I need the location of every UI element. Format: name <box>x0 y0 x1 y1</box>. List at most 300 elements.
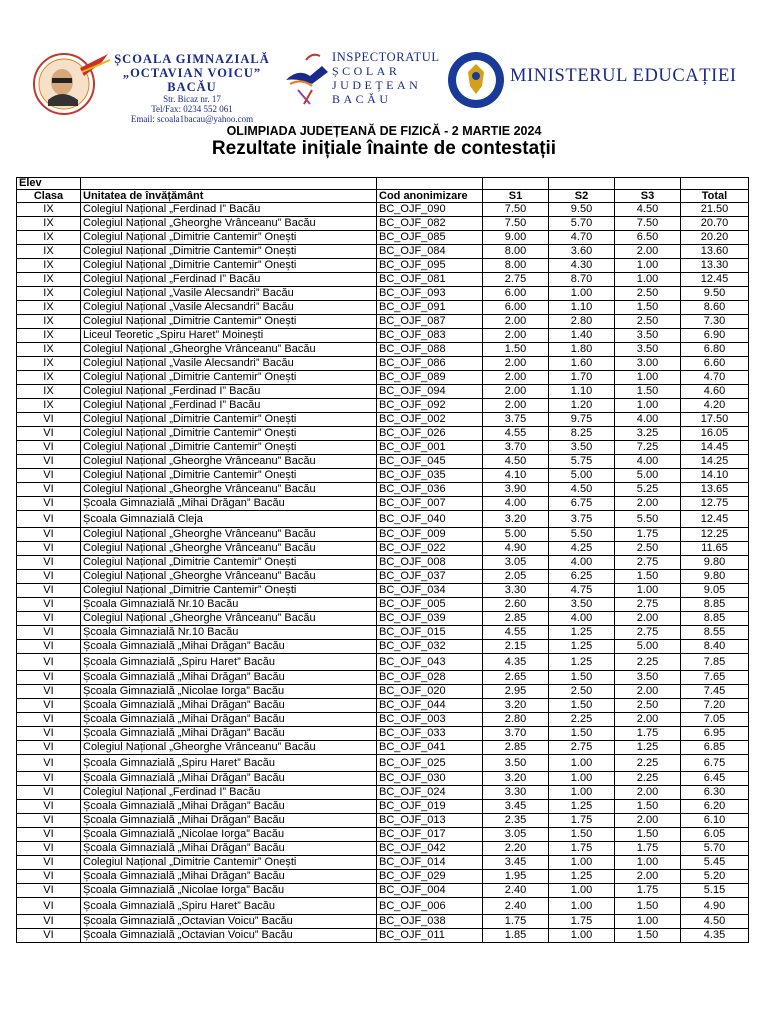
cell-cod: BC_OJF_033 <box>377 727 483 741</box>
cell-cod: BC_OJF_091 <box>377 301 483 315</box>
cell-clasa: VI <box>17 685 81 699</box>
cell-s1: 3.20 <box>483 772 549 786</box>
cell-s2: 1.80 <box>549 343 615 357</box>
cell-s3: 2.00 <box>615 497 681 511</box>
cell-s3: 2.50 <box>615 542 681 556</box>
cell-clasa: VI <box>17 556 81 570</box>
cell-cod: BC_OJF_087 <box>377 315 483 329</box>
col-s2: S2 <box>549 190 615 203</box>
cell-s1: 3.50 <box>483 755 549 772</box>
table-row <box>17 598 749 612</box>
cell-clasa: IX <box>17 287 81 301</box>
cell-unitate: Colegiul Național „Gheorghe Vrânceanu” Bacău <box>81 570 377 584</box>
cell-s1: 2.05 <box>483 570 549 584</box>
cell-s2: 1.10 <box>549 385 615 399</box>
table-row <box>17 259 749 273</box>
cell-s3: 2.00 <box>615 612 681 626</box>
cell-s2: 1.25 <box>549 870 615 884</box>
cell-s3: 1.50 <box>615 828 681 842</box>
cell-clasa: IX <box>17 273 81 287</box>
cell-unitate: Colegiul Național „Dimitrie Cantemir” Onești <box>81 441 377 455</box>
cell-clasa: VI <box>17 898 81 915</box>
cell-unitate: Colegiul Național „Gheorghe Vrânceanu” Bacău <box>81 217 377 231</box>
cell-s1: 1.75 <box>483 915 549 929</box>
cell-clasa: VI <box>17 884 81 898</box>
cell-total: 16.05 <box>681 427 749 441</box>
cell-s2: 1.75 <box>549 814 615 828</box>
cell-s3: 3.50 <box>615 329 681 343</box>
cell-cod: BC_OJF_041 <box>377 741 483 755</box>
cell-clasa: VI <box>17 870 81 884</box>
cell-cod: BC_OJF_007 <box>377 497 483 511</box>
cell-s2: 3.75 <box>549 511 615 528</box>
cell-unitate: Colegiul Național „Vasile Alecsandri” Bacău <box>81 357 377 371</box>
cell-cod: BC_OJF_094 <box>377 385 483 399</box>
cell-total: 9.80 <box>681 570 749 584</box>
table-row <box>17 385 749 399</box>
results-body <box>17 203 749 943</box>
cell-total: 6.30 <box>681 786 749 800</box>
cell-cod: BC_OJF_040 <box>377 511 483 528</box>
cell-unitate: Colegiul Național „Gheorghe Vrânceanu” Bacău <box>81 528 377 542</box>
cell-cod: BC_OJF_085 <box>377 231 483 245</box>
elev-group-header: Elev <box>17 178 81 190</box>
cell-s3: 2.50 <box>615 699 681 713</box>
cell-s2: 5.50 <box>549 528 615 542</box>
cell-s3: 4.00 <box>615 455 681 469</box>
table-row <box>17 772 749 786</box>
cell-total: 17.50 <box>681 413 749 427</box>
cell-s3: 1.00 <box>615 856 681 870</box>
cell-s1: 2.40 <box>483 898 549 915</box>
table-row <box>17 329 749 343</box>
cell-unitate: Colegiul Național „Gheorghe Vrânceanu” Bacău <box>81 483 377 497</box>
cell-s2: 3.50 <box>549 598 615 612</box>
cell-s1: 6.00 <box>483 287 549 301</box>
cell-total: 7.65 <box>681 671 749 685</box>
cell-unitate: Colegiul Național „Ferdinad I” Bacău <box>81 203 377 217</box>
cell-total: 20.20 <box>681 231 749 245</box>
col-total: Total <box>681 190 749 203</box>
cell-s3: 2.50 <box>615 287 681 301</box>
cell-unitate: Colegiul Național „Dimitrie Cantemir” Onești <box>81 556 377 570</box>
cell-unitate: Școala Gimnazială „Nicolae Iorga” Bacău <box>81 828 377 842</box>
inspectorate-name <box>332 50 442 106</box>
cell-clasa: VI <box>17 640 81 654</box>
cell-s1: 3.20 <box>483 699 549 713</box>
cell-s2: 1.20 <box>549 399 615 413</box>
cell-s3: 6.50 <box>615 231 681 245</box>
cell-s1: 6.00 <box>483 301 549 315</box>
cell-s2: 1.25 <box>549 654 615 671</box>
cell-cod: BC_OJF_092 <box>377 399 483 413</box>
cell-cod: BC_OJF_009 <box>377 528 483 542</box>
table-row <box>17 856 749 870</box>
school-name-line1: ȘCOALA GIMNAZIALĂ <box>114 52 270 66</box>
cell-cod: BC_OJF_013 <box>377 814 483 828</box>
cell-s1: 4.55 <box>483 427 549 441</box>
cell-s3: 1.00 <box>615 273 681 287</box>
cell-s1: 3.30 <box>483 786 549 800</box>
cell-cod: BC_OJF_032 <box>377 640 483 654</box>
table-row <box>17 469 749 483</box>
insp-line-2: ȘCOLAR <box>332 64 401 78</box>
cell-s2: 3.60 <box>549 245 615 259</box>
cell-unitate: Colegiul Național „Gheorghe Vrânceanu” Bacău <box>81 542 377 556</box>
cell-clasa: VI <box>17 413 81 427</box>
cell-total: 13.30 <box>681 259 749 273</box>
table-row <box>17 427 749 441</box>
cell-s2: 4.00 <box>549 612 615 626</box>
cell-s1: 4.90 <box>483 542 549 556</box>
cell-s1: 3.75 <box>483 413 549 427</box>
cell-unitate: Școala Gimnazială „Spiru Haret” Bacău <box>81 898 377 915</box>
cell-unitate: Școala Gimnazială „Mihai Drăgan” Bacău <box>81 800 377 814</box>
cell-s2: 1.00 <box>549 287 615 301</box>
cell-unitate: Colegiul Național „Dimitrie Cantemir” Onești <box>81 469 377 483</box>
cell-clasa: VI <box>17 455 81 469</box>
cell-cod: BC_OJF_008 <box>377 556 483 570</box>
cell-cod: BC_OJF_045 <box>377 455 483 469</box>
cell-s3: 2.00 <box>615 713 681 727</box>
cell-s2: 1.50 <box>549 671 615 685</box>
cell-unitate: Colegiul Național „Dimitrie Cantemir” Onești <box>81 315 377 329</box>
table-row <box>17 685 749 699</box>
cell-total: 12.45 <box>681 511 749 528</box>
cell-clasa: IX <box>17 217 81 231</box>
cell-cod: BC_OJF_020 <box>377 685 483 699</box>
cell-s2: 1.10 <box>549 301 615 315</box>
table-row <box>17 786 749 800</box>
cell-total: 8.85 <box>681 612 749 626</box>
table-row <box>17 301 749 315</box>
insp-line-4: BACĂU <box>332 92 392 106</box>
cell-s3: 2.00 <box>615 814 681 828</box>
cell-s3: 2.75 <box>615 556 681 570</box>
cell-s1: 2.85 <box>483 741 549 755</box>
cell-s1: 7.50 <box>483 203 549 217</box>
cell-cod: BC_OJF_015 <box>377 626 483 640</box>
table-row <box>17 755 749 772</box>
cell-s1: 2.85 <box>483 612 549 626</box>
cell-unitate: Școala Gimnazială „Mihai Drăgan” Bacău <box>81 497 377 511</box>
cell-clasa: VI <box>17 427 81 441</box>
cell-clasa: VI <box>17 772 81 786</box>
cell-unitate: Colegiul Național „Ferdinad I” Bacău <box>81 273 377 287</box>
cell-total: 6.75 <box>681 755 749 772</box>
cell-unitate: Colegiul Național „Dimitrie Cantemir” Onești <box>81 413 377 427</box>
page-header <box>0 0 768 124</box>
cell-total: 6.80 <box>681 343 749 357</box>
insp-line-3: JUDEȚEAN <box>332 78 422 92</box>
cell-s3: 1.75 <box>615 727 681 741</box>
cell-unitate: Școala Gimnazială Nr.10 Bacău <box>81 598 377 612</box>
cell-clasa: VI <box>17 542 81 556</box>
cell-clasa: VI <box>17 741 81 755</box>
school-info <box>112 52 272 124</box>
cell-s2: 1.75 <box>549 915 615 929</box>
cell-clasa: VI <box>17 755 81 772</box>
cell-total: 12.75 <box>681 497 749 511</box>
cell-s3: 2.75 <box>615 598 681 612</box>
cell-cod: BC_OJF_026 <box>377 427 483 441</box>
cell-s1: 2.60 <box>483 598 549 612</box>
cell-clasa: VI <box>17 800 81 814</box>
cell-s3: 2.25 <box>615 772 681 786</box>
cell-cod: BC_OJF_005 <box>377 598 483 612</box>
cell-clasa: VI <box>17 511 81 528</box>
table-row <box>17 273 749 287</box>
cell-s3: 1.00 <box>615 584 681 598</box>
cell-cod: BC_OJF_089 <box>377 371 483 385</box>
cell-unitate: Școala Gimnazială „Mihai Drăgan” Bacău <box>81 772 377 786</box>
cell-unitate: Colegiul Național „Ferdinad I” Bacău <box>81 385 377 399</box>
cell-unitate: Școala Gimnazială „Nicolae Iorga” Bacău <box>81 884 377 898</box>
cell-s2: 5.70 <box>549 217 615 231</box>
cell-unitate: Școala Gimnazială „Mihai Drăgan” Bacău <box>81 727 377 741</box>
header-group-row <box>17 178 749 190</box>
table-row <box>17 671 749 685</box>
cell-s2: 9.50 <box>549 203 615 217</box>
cell-s2: 1.25 <box>549 800 615 814</box>
cell-total: 5.70 <box>681 842 749 856</box>
cell-s1: 3.05 <box>483 828 549 842</box>
cell-s3: 2.00 <box>615 786 681 800</box>
table-row <box>17 399 749 413</box>
cell-unitate: Colegiul Național „Ferdinad I” Bacău <box>81 786 377 800</box>
cell-clasa: VI <box>17 441 81 455</box>
cell-s2: 2.50 <box>549 685 615 699</box>
cell-unitate: Colegiul Național „Dimitrie Cantemir” Onești <box>81 245 377 259</box>
cell-total: 5.45 <box>681 856 749 870</box>
cell-s3: 3.00 <box>615 357 681 371</box>
cell-total: 5.15 <box>681 884 749 898</box>
cell-cod: BC_OJF_037 <box>377 570 483 584</box>
cell-cod: BC_OJF_004 <box>377 884 483 898</box>
cell-unitate: Școala Gimnazială „Mihai Drăgan” Bacău <box>81 699 377 713</box>
col-unitate: Unitatea de învățământ <box>81 190 377 203</box>
cell-s3: 5.00 <box>615 469 681 483</box>
cell-total: 12.45 <box>681 273 749 287</box>
cell-s3: 1.75 <box>615 528 681 542</box>
cell-cod: BC_OJF_024 <box>377 786 483 800</box>
cell-total: 7.30 <box>681 315 749 329</box>
cell-clasa: VI <box>17 598 81 612</box>
table-row <box>17 898 749 915</box>
cell-s1: 4.55 <box>483 626 549 640</box>
cell-s1: 3.45 <box>483 856 549 870</box>
cell-total: 7.05 <box>681 713 749 727</box>
cell-clasa: IX <box>17 231 81 245</box>
cell-clasa: VI <box>17 497 81 511</box>
cell-total: 4.35 <box>681 929 749 943</box>
cell-s3: 7.25 <box>615 441 681 455</box>
cell-s1: 3.20 <box>483 511 549 528</box>
cell-total: 13.60 <box>681 245 749 259</box>
table-row <box>17 528 749 542</box>
cell-clasa: IX <box>17 371 81 385</box>
col-s3: S3 <box>615 190 681 203</box>
cell-s2: 8.25 <box>549 427 615 441</box>
table-row <box>17 699 749 713</box>
cell-s2: 1.25 <box>549 626 615 640</box>
cell-s3: 3.25 <box>615 427 681 441</box>
cell-s1: 3.30 <box>483 584 549 598</box>
cell-s1: 2.65 <box>483 671 549 685</box>
table-row <box>17 800 749 814</box>
cell-s2: 1.50 <box>549 727 615 741</box>
cell-s2: 4.50 <box>549 483 615 497</box>
cell-s2: 8.70 <box>549 273 615 287</box>
col-s1: S1 <box>483 190 549 203</box>
table-row <box>17 584 749 598</box>
cell-s1: 2.00 <box>483 329 549 343</box>
cell-s3: 2.25 <box>615 755 681 772</box>
cell-s1: 2.00 <box>483 357 549 371</box>
cell-s1: 1.85 <box>483 929 549 943</box>
table-row <box>17 884 749 898</box>
cell-cod: BC_OJF_088 <box>377 343 483 357</box>
table-row <box>17 371 749 385</box>
cell-s3: 1.50 <box>615 385 681 399</box>
cell-unitate: Școala Gimnazială „Spiru Haret” Bacău <box>81 755 377 772</box>
insp-line-1: INSPECTORATUL <box>332 50 440 64</box>
cell-clasa: IX <box>17 385 81 399</box>
cell-clasa: VI <box>17 828 81 842</box>
cell-s2: 1.50 <box>549 699 615 713</box>
cell-s2: 4.30 <box>549 259 615 273</box>
cell-s2: 1.60 <box>549 357 615 371</box>
cell-s1: 4.35 <box>483 654 549 671</box>
cell-clasa: VI <box>17 814 81 828</box>
cell-s1: 2.00 <box>483 315 549 329</box>
cell-unitate: Școala Gimnazială Nr.10 Bacău <box>81 626 377 640</box>
cell-unitate: Colegiul Național „Gheorghe Vrânceanu” Bacău <box>81 343 377 357</box>
cell-total: 8.85 <box>681 598 749 612</box>
table-row <box>17 713 749 727</box>
cell-total: 8.60 <box>681 301 749 315</box>
table-row <box>17 556 749 570</box>
cell-total: 8.40 <box>681 640 749 654</box>
cell-unitate: Școala Gimnazială „Spiru Haret” Bacău <box>81 654 377 671</box>
cell-s1: 4.00 <box>483 497 549 511</box>
cell-total: 7.85 <box>681 654 749 671</box>
cell-s3: 5.50 <box>615 511 681 528</box>
cell-s1: 9.00 <box>483 231 549 245</box>
table-row <box>17 640 749 654</box>
cell-unitate: Colegiul Național „Vasile Alecsandri” Bacău <box>81 301 377 315</box>
cell-total: 6.05 <box>681 828 749 842</box>
cell-unitate: Liceul Teoretic „Spiru Haret” Moinești <box>81 329 377 343</box>
cell-unitate: Colegiul Național „Ferdinad I” Bacău <box>81 399 377 413</box>
cell-s2: 1.00 <box>549 755 615 772</box>
cell-s2: 6.25 <box>549 570 615 584</box>
cell-s3: 1.75 <box>615 884 681 898</box>
cell-cod: BC_OJF_043 <box>377 654 483 671</box>
table-row <box>17 343 749 357</box>
cell-total: 4.50 <box>681 915 749 929</box>
cell-cod: BC_OJF_036 <box>377 483 483 497</box>
cell-total: 9.50 <box>681 287 749 301</box>
cell-s2: 5.75 <box>549 455 615 469</box>
table-row <box>17 741 749 755</box>
cell-total: 6.10 <box>681 814 749 828</box>
cell-total: 4.20 <box>681 399 749 413</box>
cell-s1: 2.95 <box>483 685 549 699</box>
cell-clasa: VI <box>17 612 81 626</box>
cell-s1: 1.50 <box>483 343 549 357</box>
cell-s2: 1.00 <box>549 884 615 898</box>
table-row <box>17 497 749 511</box>
col-cod: Cod anonimizare <box>377 190 483 203</box>
cell-s1: 2.00 <box>483 371 549 385</box>
cell-cod: BC_OJF_093 <box>377 287 483 301</box>
cell-unitate: Școala Gimnazială Cleja <box>81 511 377 528</box>
cell-s3: 1.50 <box>615 929 681 943</box>
cell-cod: BC_OJF_029 <box>377 870 483 884</box>
cell-total: 5.20 <box>681 870 749 884</box>
cell-clasa: VI <box>17 727 81 741</box>
col-clasa: Clasa <box>17 190 81 203</box>
cell-s2: 1.70 <box>549 371 615 385</box>
cell-unitate: Școala Gimnazială „Mihai Drăgan” Bacău <box>81 713 377 727</box>
cell-cod: BC_OJF_019 <box>377 800 483 814</box>
cell-s1: 7.50 <box>483 217 549 231</box>
cell-clasa: IX <box>17 203 81 217</box>
cell-cod: BC_OJF_090 <box>377 203 483 217</box>
cell-s3: 1.00 <box>615 915 681 929</box>
cell-unitate: Colegiul Național „Vasile Alecsandri” Bacău <box>81 287 377 301</box>
cell-s1: 2.75 <box>483 273 549 287</box>
school-phone: Tel/Fax: 0234 552 061 <box>151 104 233 114</box>
cell-unitate: Colegiul Național „Gheorghe Vrânceanu” Bacău <box>81 741 377 755</box>
cell-unitate: Școala Gimnazială „Octavian Voicu” Bacău <box>81 929 377 943</box>
cell-s2: 4.25 <box>549 542 615 556</box>
cell-clasa: VI <box>17 626 81 640</box>
cell-s2: 1.00 <box>549 786 615 800</box>
table-row <box>17 231 749 245</box>
cell-total: 7.45 <box>681 685 749 699</box>
cell-total: 6.45 <box>681 772 749 786</box>
cell-total: 14.45 <box>681 441 749 455</box>
cell-clasa: VI <box>17 842 81 856</box>
table-row <box>17 654 749 671</box>
table-row <box>17 828 749 842</box>
cell-unitate: Școala Gimnazială „Mihai Drăgan” Bacău <box>81 671 377 685</box>
table-row <box>17 542 749 556</box>
cell-unitate: Școala Gimnazială „Nicolae Iorga” Bacău <box>81 685 377 699</box>
table-row <box>17 511 749 528</box>
cell-unitate: Școala Gimnazială „Octavian Voicu” Bacău <box>81 915 377 929</box>
cell-clasa: IX <box>17 315 81 329</box>
cell-cod: BC_OJF_081 <box>377 273 483 287</box>
cell-cod: BC_OJF_025 <box>377 755 483 772</box>
cell-s1: 5.00 <box>483 528 549 542</box>
cell-total: 6.95 <box>681 727 749 741</box>
cell-clasa: IX <box>17 245 81 259</box>
table-row <box>17 245 749 259</box>
cell-total: 6.60 <box>681 357 749 371</box>
cell-s2: 1.00 <box>549 929 615 943</box>
cell-cod: BC_OJF_044 <box>377 699 483 713</box>
cell-unitate: Școala Gimnazială „Mihai Drăgan” Bacău <box>81 842 377 856</box>
cell-s2: 1.50 <box>549 828 615 842</box>
cell-s3: 2.25 <box>615 654 681 671</box>
table-row <box>17 814 749 828</box>
cell-total: 6.85 <box>681 741 749 755</box>
cell-total: 21.50 <box>681 203 749 217</box>
cell-clasa: VI <box>17 671 81 685</box>
